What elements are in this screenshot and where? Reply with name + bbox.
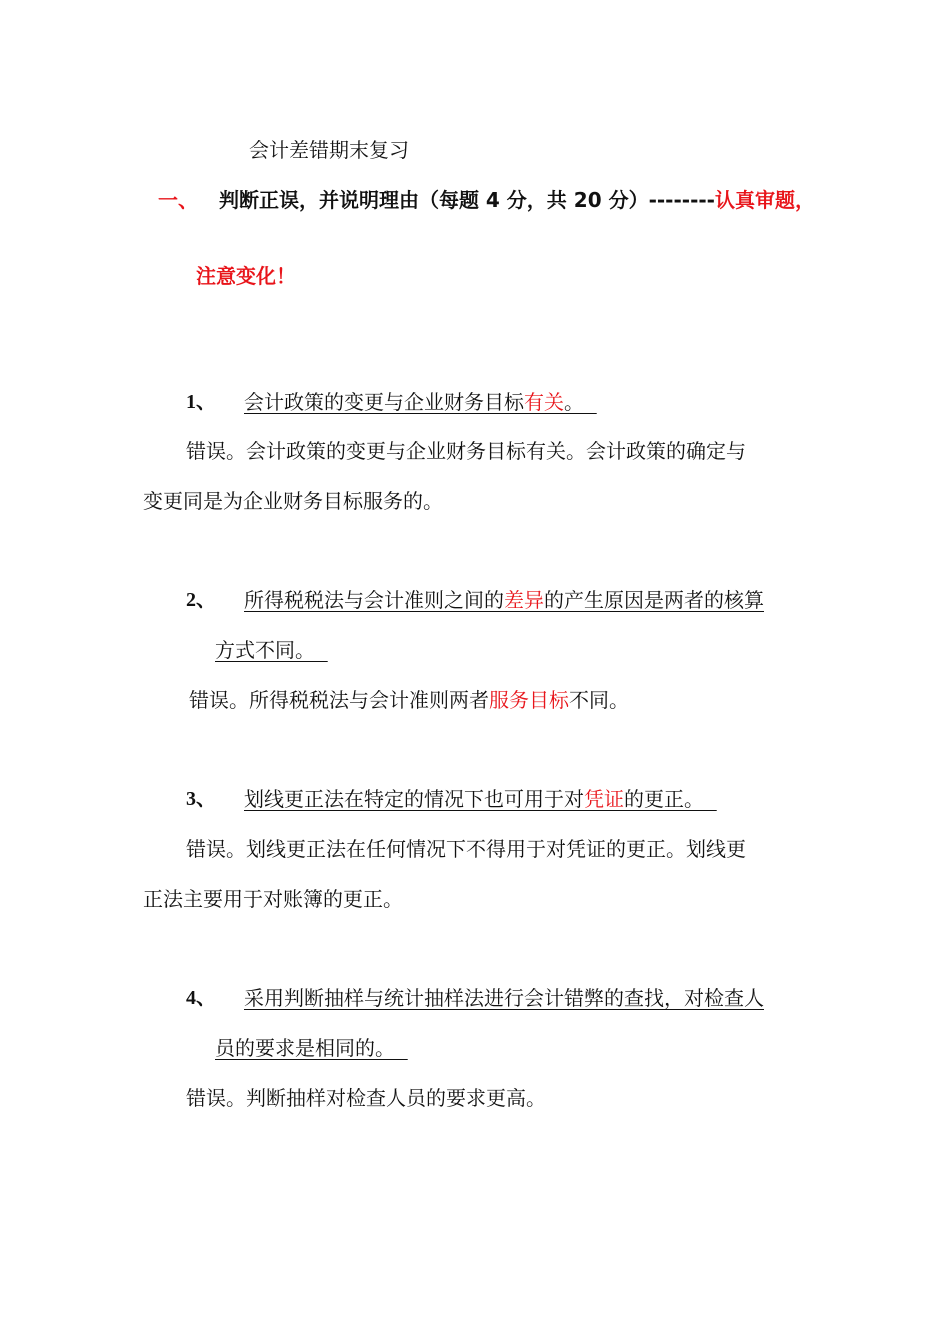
answer-line: 错误。判断抽样对检查人员的要求更高。 [186, 1086, 546, 1110]
question-statement: 方式不同。 [215, 638, 315, 662]
answer-line: 错误。划线更正法在任何情况下不得用于对凭证的更正。划线更 [186, 837, 746, 861]
page-title: 会计差错期末复习 [249, 138, 409, 162]
question-number: 1、 [186, 391, 216, 413]
question-number: 2、 [186, 589, 216, 611]
question-statement: 所得税税法与会计准则之间的差异的产生原因是两者的核算 [244, 588, 764, 612]
section-heading [158, 186, 815, 214]
answer-line: 错误。会计政策的变更与企业财务目标有关。会计政策的确定与 [186, 439, 746, 463]
section-highlight-1: 认真审题， [714, 188, 815, 212]
question-number: 4、 [186, 987, 216, 1009]
section-number: 一、 [158, 188, 198, 212]
answer-line: 变更同是为企业财务目标服务的。 [143, 489, 443, 513]
question-statement: 会计政策的变更与企业财务目标有关。 [244, 390, 584, 414]
section-highlight-2: 注意变化！ [196, 264, 296, 288]
question-number: 3、 [186, 788, 216, 810]
answer-line: 正法主要用于对账簿的更正。 [143, 887, 403, 911]
section-instructions: 判断正误，并说明理由（每题 4 分，共 20 分）-------- [218, 188, 715, 212]
answer-line: 错误。所得税税法与会计准则两者服务目标不同。 [189, 688, 629, 712]
question-statement: 划线更正法在特定的情况下也可用于对凭证的更正。 [244, 787, 704, 811]
question-statement: 员的要求是相同的。 [215, 1036, 395, 1060]
question-statement: 采用判断抽样与统计抽样法进行会计错弊的查找，对检查人 [244, 986, 764, 1010]
